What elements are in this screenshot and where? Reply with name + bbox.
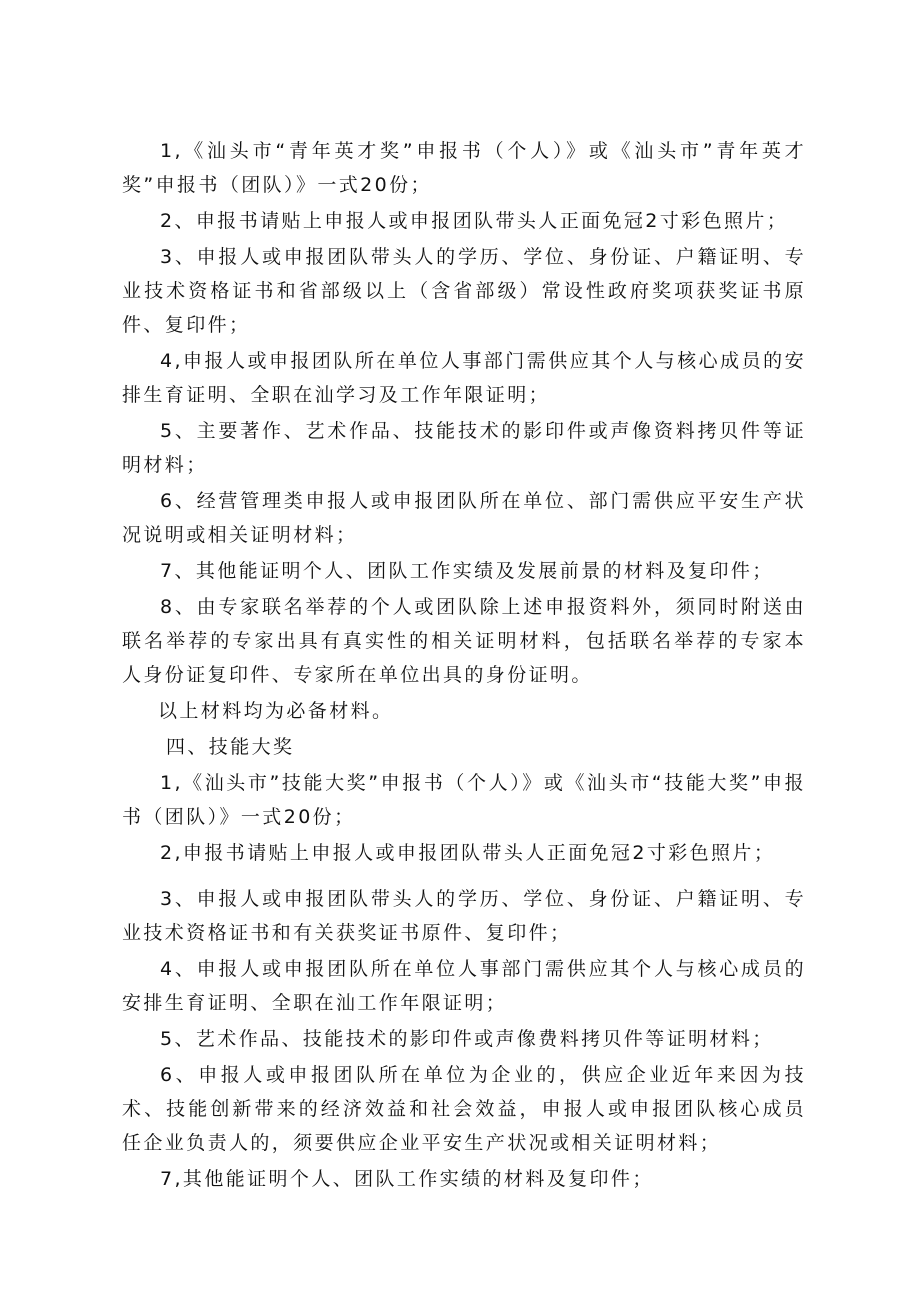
document-body	[122, 134, 806, 1198]
paragraph-youth-1: 1,《汕头市“青年英才奖”申报书（个人）》或《汕头市”青年英才奖”申报书（团队）》一式20份；	[122, 140, 806, 196]
paragraph-youth-5: 5、主要著作、艺术作品、技能技术的影印件或声像资料拷贝件等证明材料；	[122, 420, 806, 476]
paragraph-youth-4: 4,申报人或申报团队所在单位人事部门需供应其个人与核心成员的安排生育证明、全职在汕学习及工作年限证明；	[122, 350, 806, 406]
paragraph-skill-2: 2,申报书请贴上申报人或申报团队带头人正面免冠2寸彩色照片；	[160, 842, 776, 864]
paragraph-skill-4: 4、申报人或申报团队所在单位人事部门需供应其个人与核心成员的安排生育证明、全职在汕工作年限证明；	[122, 958, 806, 1014]
paragraph-youth-6: 6、经营管理类申报人或申报团队所在单位、部门需供应平安生产状况说明或相关证明材料；	[122, 490, 806, 546]
paragraph-note: 以上材料均为必备材料。	[158, 700, 394, 722]
paragraph-youth-2: 2、申报书请贴上申报人或申报团队带头人正面免冠2寸彩色照片；	[160, 210, 789, 232]
paragraph-skill-6: 6、申报人或申报团队所在单位为企业的，供应企业近年来因为技术、技能创新带来的经济效益和社会效益，申报人或申报团队核心成员任企业负责人的，须要供应企业平安生产状况或相关证明材料；	[122, 1064, 806, 1154]
paragraph-skill-3: 3、申报人或申报团队带头人的学历、学位、身份证、户籍证明、专业技术资格证书和有关获奖证书原件、复印件；	[122, 888, 806, 944]
paragraph-youth-3: 3、申报人或申报团队带头人的学历、学位、身份证、户籍证明、专业技术资格证书和省部级以上（含省部级）常设性政府奖项获奖证书原件、复印件；	[122, 246, 806, 336]
paragraph-youth-7: 7、其他能证明个人、团队工作实绩及发展前景的材料及复印件；	[160, 560, 774, 582]
paragraph-skill-5: 5、艺术作品、技能技术的影印件或声像费料拷贝件等证明材料；	[160, 1028, 774, 1050]
paragraph-skill-7: 7,其他能证明个人、团队工作实绩的材料及复印件；	[160, 1168, 654, 1190]
paragraph-skill-1: 1,《汕头市”技能大奖”申报书（个人）》或《汕头市“技能大奖”申报书（团队）》一式20份；	[122, 772, 806, 828]
section-heading-skill-award: 四、技能大奖	[166, 736, 295, 758]
spacer	[122, 872, 806, 882]
paragraph-youth-8: 8、由专家联名举荐的个人或团队除上述申报资料外，须同时附送由联名举荐的专家出具有真实性的相关证明材料，包括联名举荐的专家本人身份证复印件、专家所在单位出具的身份证明。	[122, 596, 806, 686]
